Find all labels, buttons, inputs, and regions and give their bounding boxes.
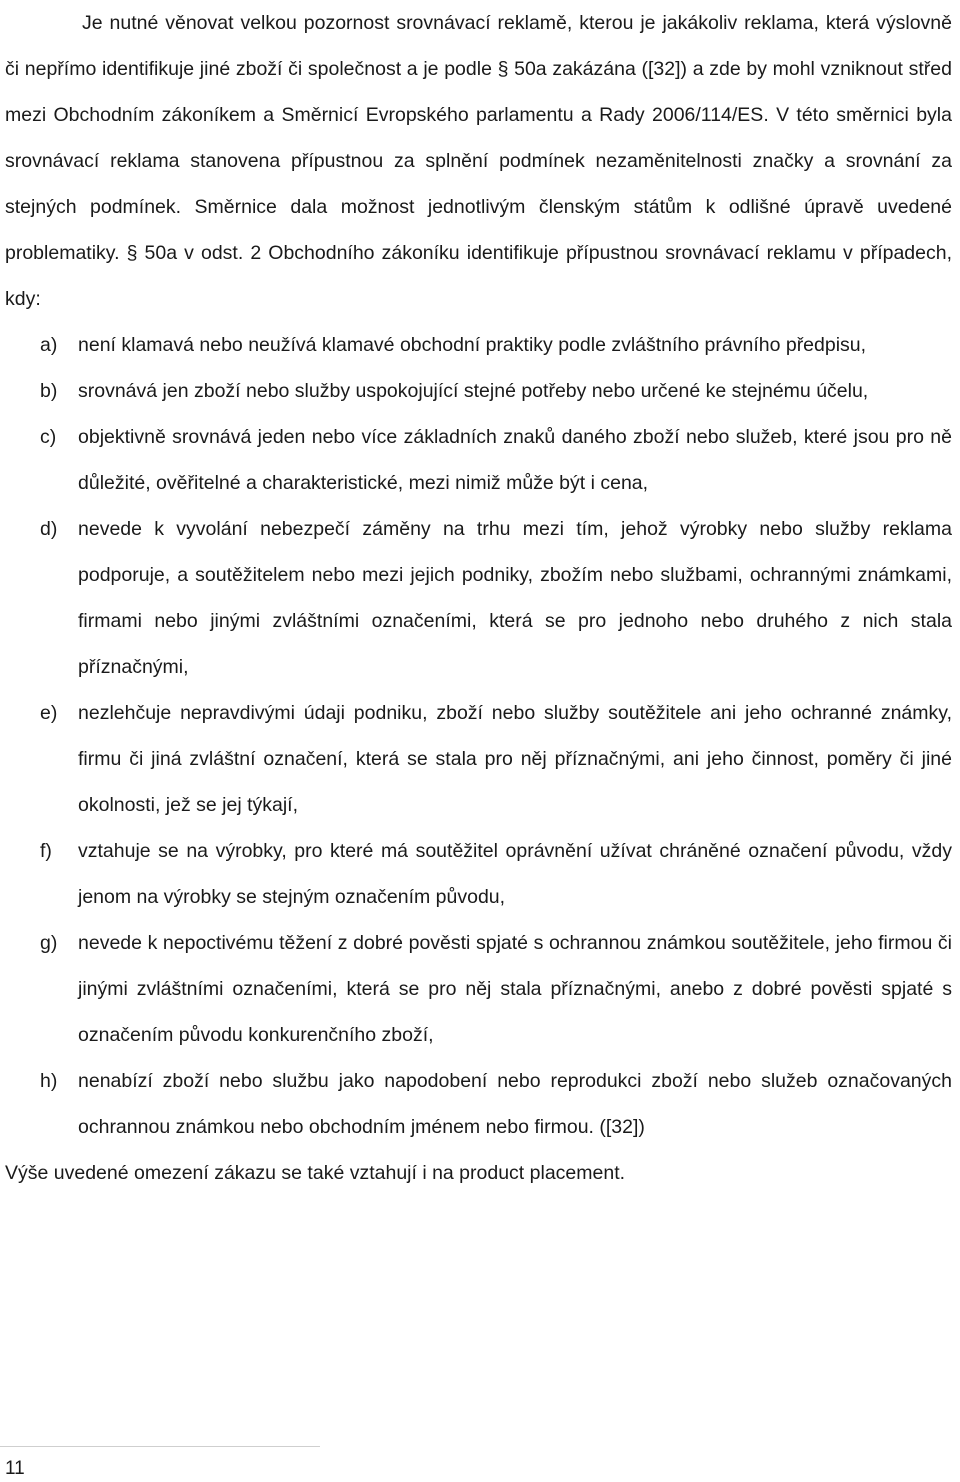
- list-item-letter: d): [40, 518, 58, 540]
- intro-paragraph: Je nutné věnovat velkou pozornost srovnávací reklamě, kterou je jakákoliv reklama, která výslovně či nepřímo identifikuje jiné zboží či společnost a je podle § 50a zakázána ([32]) a zde by mohl vzniknout střed mezi Obchodním zákoníkem a Směrnicí Evropského parlamentu a Rady 2006/114/ES. V této směrnici byla srovnávací reklama stanovena přípustnou za splnění podmínek nezaměnitelnosti značky a srovnání za stejných podmínek. Směrnice dala možnost jednotlivým členským státům k odlišné úpravě uvedené problematiky. § 50a v odst. 2 Obchodního zákoníku identifikuje přípustnou srovnávací reklamu v případech, kdy:: [5, 12, 952, 310]
- list-item-letter: a): [40, 334, 58, 356]
- list-item-text: objektivně srovnává jeden nebo více základních znaků daného zboží nebo služeb, které jsou pro ně důležité, ověřitelné a charakteristické, mezi nimiž může být i cena,: [78, 426, 952, 494]
- list-item: [5, 690, 952, 828]
- list-item: [5, 828, 952, 920]
- conditions-list: [5, 322, 952, 1150]
- list-item-letter: g): [40, 932, 58, 954]
- list-item: [5, 414, 952, 506]
- list-item-text: vztahuje se na výrobky, pro které má soutěžitel oprávnění užívat chráněné označení původu, vždy jenom na výrobky se stejným označením původu,: [78, 840, 952, 908]
- list-item-letter: c): [40, 426, 57, 448]
- list-item: [5, 368, 952, 414]
- list-item-letter: f): [40, 840, 52, 862]
- footer-divider: [0, 1446, 320, 1447]
- list-item-letter: b): [40, 380, 58, 402]
- list-item: [5, 322, 952, 368]
- list-item: [5, 1058, 952, 1150]
- list-item-letter: e): [40, 702, 58, 724]
- list-item-text: nenabízí zboží nebo službu jako napodobení nebo reprodukci zboží nebo služeb označovaných ochrannou známkou nebo obchodním jménem nebo firmou. ([32]): [78, 1070, 952, 1138]
- list-item-text: není klamavá nebo neužívá klamavé obchodní praktiky podle zvláštního právního předpisu,: [78, 334, 867, 356]
- list-item-letter: h): [40, 1070, 58, 1092]
- list-item: [5, 506, 952, 690]
- list-item-text: srovnává jen zboží nebo služby uspokojující stejné potřeby nebo určené ke stejnému účelu,: [78, 380, 869, 402]
- list-item-text: nevede k nepoctivému těžení z dobré pověsti spjaté s ochrannou známkou soutěžitele, jeho firmou či jinými zvláštními označeními, která se pro něj stala příznačnými, anebo z dobré pověsti spjaté s označením původu konkurenčního zboží,: [78, 932, 952, 1046]
- list-item-text: nevede k vyvolání nebezpečí záměny na trhu mezi tím, jehož výrobky nebo služby reklama podporuje, a soutěžitelem nebo mezi jejich podniky, zbožím nebo službami, ochrannými známkami, firmami nebo jinými zvláštními označeními, která se pro jednoho nebo druhého z nich stala příznačnými,: [78, 518, 952, 678]
- page-number: 11: [5, 1458, 25, 1479]
- document-page: [5, 0, 952, 1196]
- closing-paragraph: Výše uvedené omezení zákazu se také vztahují i na product placement.: [5, 1162, 626, 1184]
- list-item-text: nezlehčuje nepravdivými údaji podniku, zboží nebo služby soutěžitele ani jeho ochranné známky, firmu či jiná zvláštní označení, která se stala pro něj příznačnými, ani jeho činnost, poměry či jiné okolnosti, jež se jej týkají,: [78, 702, 952, 816]
- list-item: [5, 920, 952, 1058]
